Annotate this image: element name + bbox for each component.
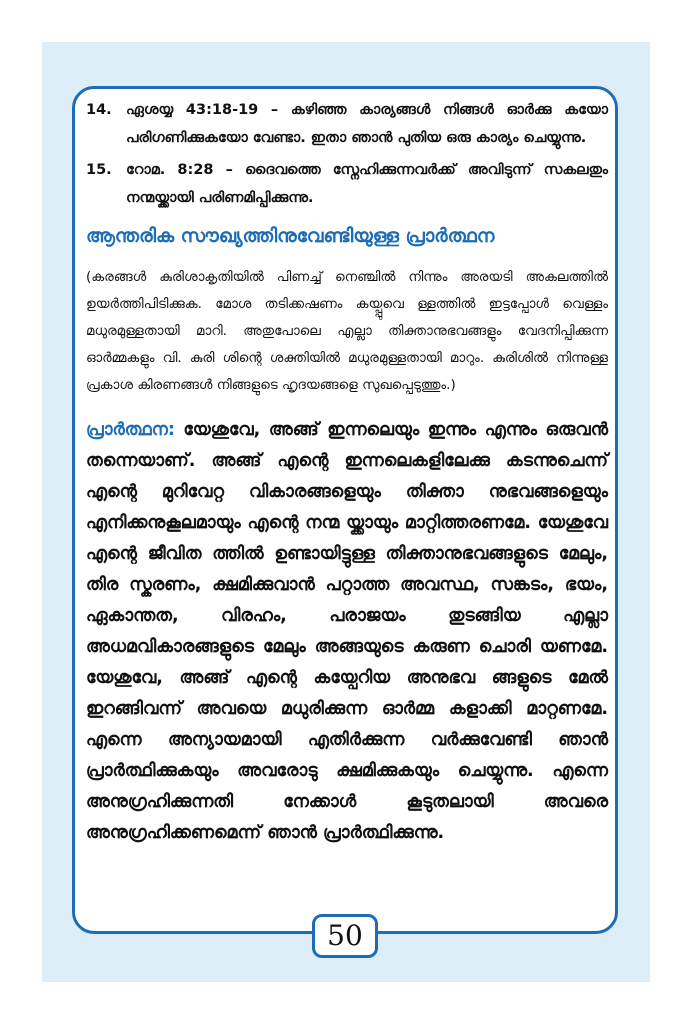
verse-item [86, 96, 608, 152]
verse-item [86, 156, 608, 212]
verse-number: 14. [86, 102, 112, 118]
verse-text: ഏശയ്യ 43:18-19 – കഴിഞ്ഞ കാര്യങ്ങൾ നിങ്ങൾ ഓർക്കു കയോ പരിഗണിക്കുകയോ വേണ്ടാ. ഇതാ ഞാൻ പുതിയ ഒരു കാര്യം ചെയ്യുന്നു. [126, 102, 608, 146]
page-number: 50 [312, 914, 378, 958]
prayer-text: യേശുവേ, അങ്ങ് ഇന്നലെയും ഇന്നും എന്നും ഒരുവൻ തന്നെയാണ്. അങ്ങ് എന്റെ ഇന്നലെകളിലേക്കു കടന്നുചെന്ന് എന്റെ മുറിവേറ്റ വികാരങ്ങളെയും തിക്താ നുഭവങ്ങളെയും എനിക്കനുകൂലമായും എന്റെ നന്മ യ്ക്കായും മാറ്റിത്തരണമേ. യേശുവേ എന്റെ ജീവിത ത്തിൽ ഉണ്ടായിട്ടുള്ള തിക്താനുഭവങ്ങളുടെ മേലും, തിര സ്കരണം, ക്ഷമിക്കുവാൻ പറ്റാത്ത അവസ്ഥ, സങ്കടം, ഭയം, ഏകാന്തത, വിരഹം, പരാജയം തുടങ്ങിയ എല്ലാ അധമവികാരങ്ങളുടെ മേലും അങ്ങയുടെ കരുണ ചൊരി യണമേ. യേശുവേ, അങ്ങ് എന്റെ കയ്പേറിയ അനുഭവ ങ്ങളുടെ മേൽ ഇറങ്ങിവന്ന് അവയെ മധുരിക്കുന്ന ഓർമ്മ കളാക്കി മാറ്റണമേ. എന്നെ അന്യായമായി എതിർക്കുന്ന വർക്കുവേണ്ടി ഞാൻ പ്രാർത്ഥിക്കുകയും അവരോടു ക്ഷമിക്കുകയും ചെയ്യുന്നു. എന്നെ അനുഗ്രഹിക്കുന്നതി നേക്കാൾ കൂടുതലായി അവരെ അനുഗ്രഹിക്കണമെന്ന് ഞാൻ പ്രാർത്ഥിക്കുന്നു. [86, 420, 608, 843]
page-content [86, 96, 608, 849]
prayer-paragraph [86, 415, 608, 849]
verse-text: റോമ. 8:28 – ദൈവത്തെ സ്നേഹിക്കുന്നവർക്ക് അവിടുന്ന് സകലതും നന്മയ്ക്കായി പരിണമിപ്പിക്കുന്നു. [126, 162, 608, 206]
section-heading: ആന്തരിക സൗഖ്യത്തിനുവേണ്ടിയുള്ള പ്രാർത്ഥന [86, 225, 495, 247]
verse-number: 15. [86, 162, 112, 178]
instruction-paragraph: (കരങ്ങൾ കുരിശാകൃതിയിൽ പിണച്ച് നെഞ്ചിൽ നിന്നും അരയടി അകലത്തിൽ ഉയർത്തിപിടിക്കുക. മോശ തടിക്കഷണം കയ്പ്പുവെ ള്ളത്തിൽ ഇട്ടപ്പോൾ വെള്ളം മധുരമുള്ളതായി മാറി. അതുപോലെ എല്ലാ തിക്താനുഭവങ്ങളും വേദനിപ്പിക്കുന്ന ഓർമ്മകളും വി. കുരി ശിന്റെ ശക്തിയിൽ മധുരമുള്ളതായി മാറും. കുരിശിൽ നിന്നുള്ള പ്രകാശ കിരണങ്ങൾ നിങ്ങളുടെ ഹൃദയങ്ങളെ സുഖപ്പെടുത്തും.) [86, 269, 608, 393]
prayer-label: പ്രാർത്ഥന: [86, 420, 175, 440]
